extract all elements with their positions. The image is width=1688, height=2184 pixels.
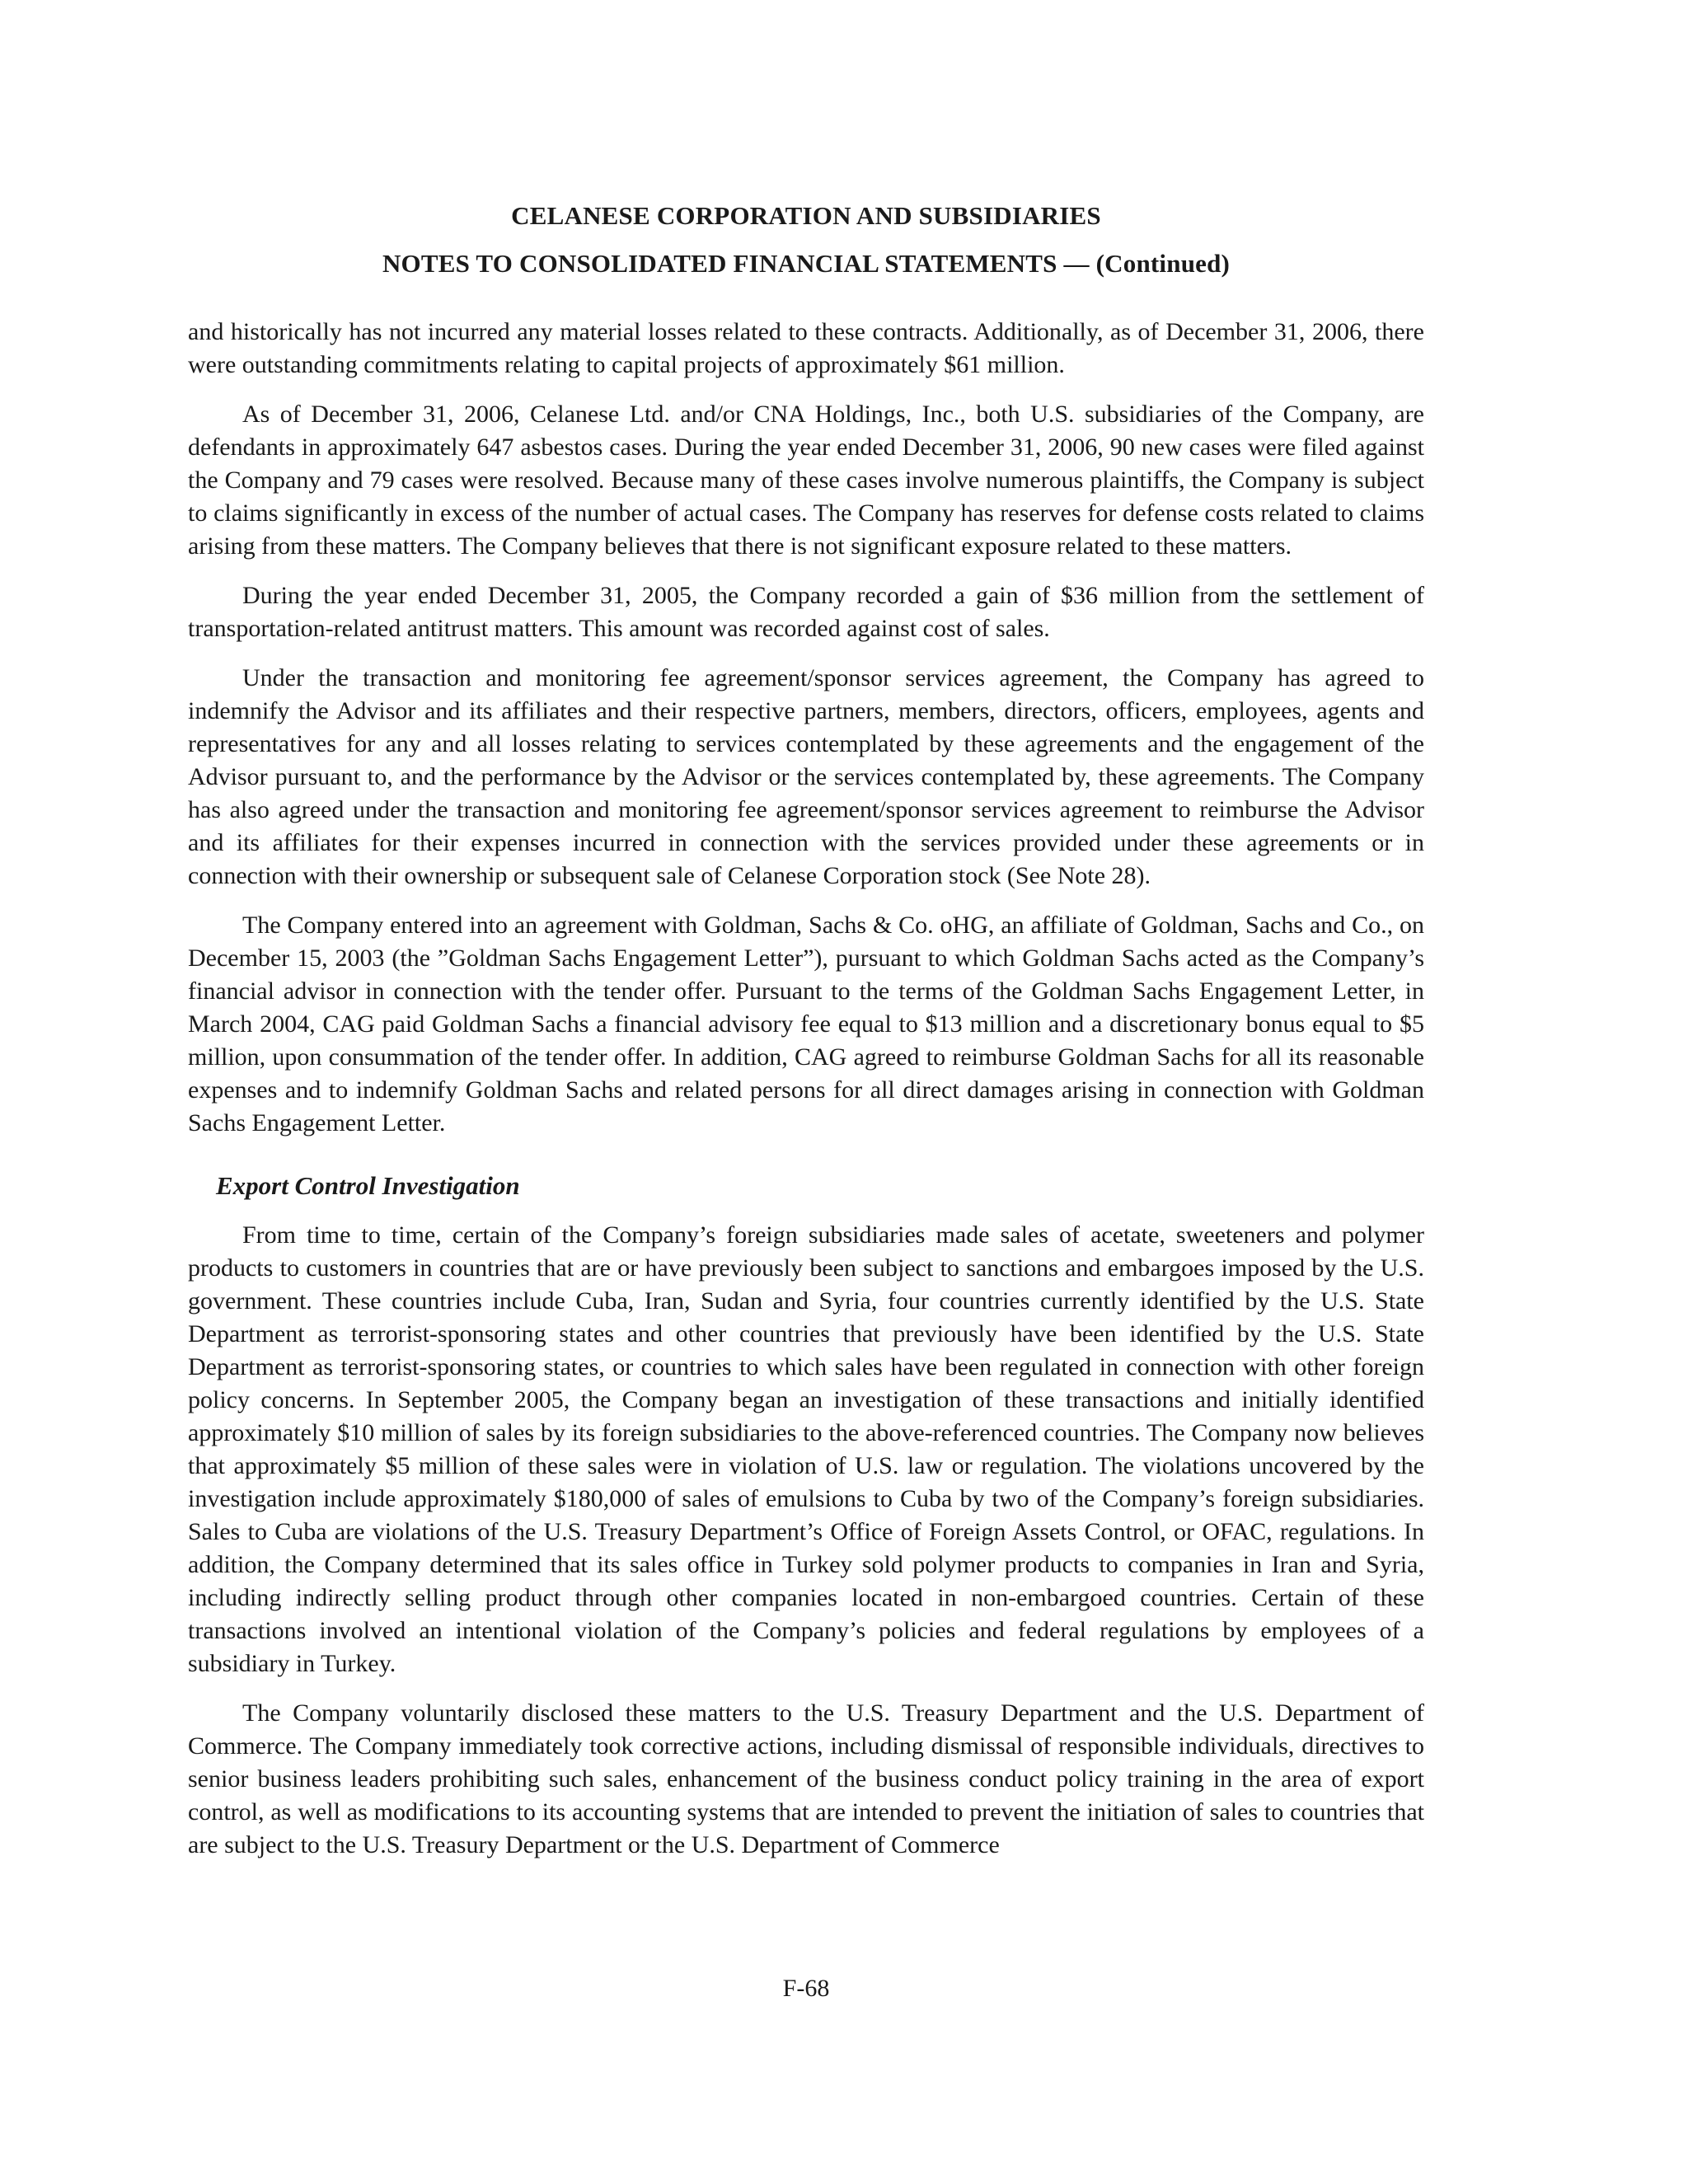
paragraph-asbestos: As of December 31, 2006, Celanese Ltd. and/or CNA Holdings, Inc., both U.S. subsidiaries of the Company, are defendants in approximately 647 asbestos cases. During the year ended December 31, 2006, 90 new cases were filed against the Company and 79 cases were resolved. Because many of these cases involve numerous plaintiffs, the Company is subject to claims significantly in excess of the number of actual cases. The Company has reserves for defense costs related to claims arising from these matters. The Company believes that there is not significant exposure related to these matters. [188, 401, 1424, 560]
page-number: F-68 [782, 1975, 830, 2002]
paragraph-goldman-sachs: The Company entered into an agreement with Goldman, Sachs & Co. oHG, an affiliate of Goldman, Sachs and Co., on December 15, 2003 (the ”Goldman Sachs Engagement Letter”), pursuant to which Goldman Sachs acted as the Company’s financial advisor in connection with the tender offer. Pursuant to the terms of the Goldman Sachs Engagement Letter, in March 2004, CAG paid Goldman Sachs a financial advisory fee equal to $13 million and a discretionary bonus equal to $5 million, upon consummation of the tender offer. In addition, CAG agreed to reimburse Goldman Sachs for all its reasonable expenses and to indemnify Goldman Sachs and related persons for all direct damages arising in connection with Goldman Sachs Engagement Letter. [188, 912, 1424, 1137]
paragraph-continued: and historically has not incurred any material losses related to these contracts. Additionally, as of December 31, 2006, there were outstanding commitments relating to capital projects of approximately $61 million. [188, 318, 1424, 378]
company-header: CELANESE CORPORATION AND SUBSIDIARIES [511, 201, 1101, 230]
document-body [188, 316, 1424, 1878]
paragraph-export-sales: From time to time, certain of the Company’s foreign subsidiaries made sales of acetate, sweeteners and polymer products to customers in countries that are or have previously been subject to sanctions and embargoes imposed by the U.S. government. These countries include Cuba, Iran, Sudan and Syria, four countries currently identified by the U.S. State Department as terrorist-sponsoring states and other countries that previously have been identified by the U.S. State Department as terrorist-sponsoring states, or countries to which sales have been regulated in connection with other foreign policy concerns. In September 2005, the Company began an investigation of these transactions and initially identified approximately $10 million of sales by its foreign subsidiaries to the above-referenced countries. The Company now believes that approximately $5 million of these sales were in violation of U.S. law or regulation. The violations uncovered by the investigation include approximately $180,000 of sales of emulsions to Cuba by two of the Company’s foreign subsidiaries. Sales to Cuba are violations of the U.S. Treasury Department’s Office of Foreign Assets Control, or OFAC, regulations. In addition, the Company determined that its sales office in Turkey sold polymer products to companies in Iran and Syria, including indirectly selling product through other companies located in non-embargoed countries. Certain of these transactions involved an intentional violation of the Company’s policies and federal regulations by employees of a subsidiary in Turkey. [188, 1221, 1424, 1677]
document-page [188, 0, 1424, 2184]
paragraph-advisor-indemnity: Under the transaction and monitoring fee agreement/sponsor services agreement, the Company has agreed to indemnify the Advisor and its affiliates and their respective partners, members, directors, officers, employees, agents and representatives for any and all losses relating to services contemplated by these agreements and the engagement of the Advisor pursuant to, and the performance by the Advisor or the services contemplated by, these agreements. The Company has also agreed under the transaction and monitoring fee agreement/sponsor services agreement to reimburse the Advisor and its affiliates for their expenses incurred in connection with the services provided under these agreements or in connection with their ownership or subsequent sale of Celanese Corporation stock (See Note 28). [188, 664, 1424, 889]
paragraph-antitrust: During the year ended December 31, 2005, the Company recorded a gain of $36 million from the settlement of transportation-related antitrust matters. This amount was recorded against cost of sales. [188, 582, 1424, 642]
section-header: NOTES TO CONSOLIDATED FINANCIAL STATEMENTS — (Continued) [382, 249, 1231, 278]
paragraph-voluntary-disclosure: The Company voluntarily disclosed these matters to the U.S. Treasury Department and the U.S. Department of Commerce. The Company immediately took corrective actions, including dismissal of responsible individuals, directives to senior business leaders prohibiting such sales, enhancement of the business conduct policy training in the area of export control, as well as modifications to its accounting systems that are intended to prevent the initiation of sales to countries that are subject to the U.S. Treasury Department or the U.S. Department of Commerce [188, 1699, 1424, 1858]
section-heading-export-control: Export Control Investigation [216, 1171, 520, 1200]
